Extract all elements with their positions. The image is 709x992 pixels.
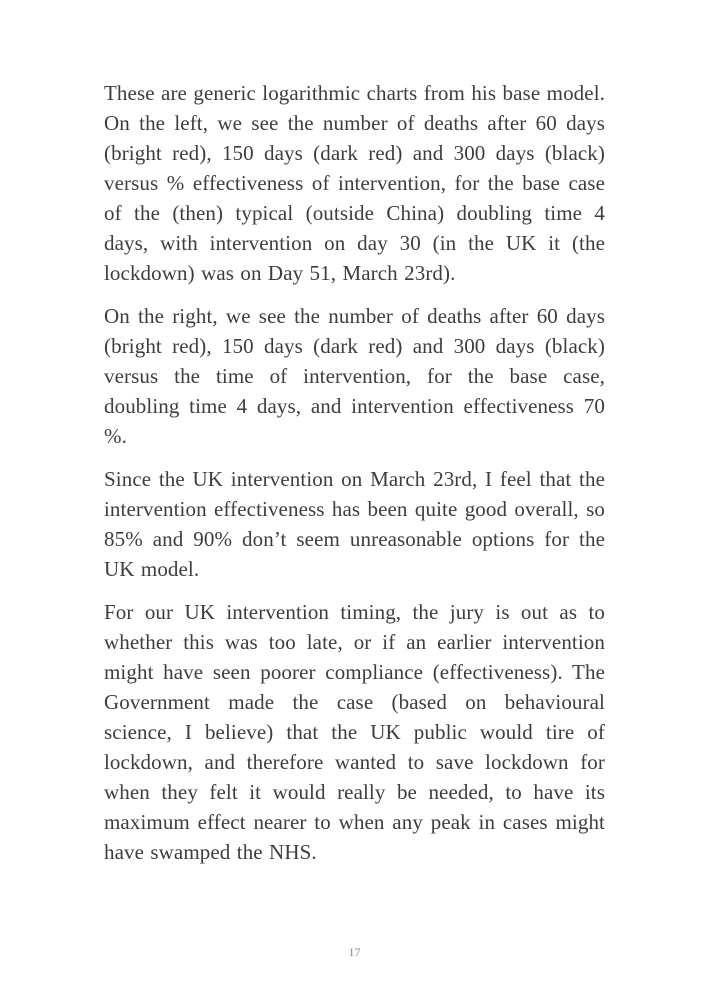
body-paragraph: On the right, we see the number of deaths after 60 days (bright red), 150 days (dark red) and 300 days (black) versus the time of intervention, for the base case, doubling time 4 days, and intervention effectiveness 70 %. [104,304,605,448]
body-paragraph: These are generic logarithmic charts from his base model. On the left, we see the number of deaths after 60 days (bright red), 150 days (dark red) and 300 days (black) versus % effectiveness of intervention, for the base case of the (then) typical (outside China) doubling time 4 days, with intervention on day 30 (in the UK it (the lockdown) was on Day 51, March 23rd). [104,81,605,285]
body-paragraph: For our UK intervention timing, the jury is out as to whether this was too late, or if an earlier intervention might have seen poorer compliance (effectiveness). The Government made the case (based on behavioural science, I believe) that the UK public would tire of lockdown, and therefore wanted to save lockdown for when they felt it would really be needed, to have its maximum effect nearer to when any peak in cases might have swamped the NHS. [104,600,605,864]
page-body-text [104,78,605,867]
page-number: 17 [348,945,361,959]
body-paragraph: Since the UK intervention on March 23rd, I feel that the intervention effectiveness has been quite good overall, so 85% and 90% don’t seem unreasonable options for the UK model. [104,467,605,581]
